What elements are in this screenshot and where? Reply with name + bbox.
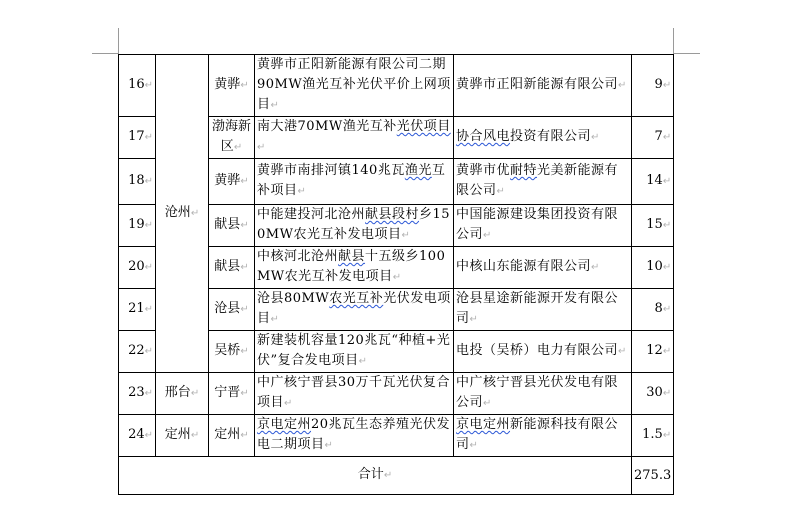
county-cell: 献县↵ [209, 205, 255, 247]
capacity-cell: 12↵ [632, 331, 674, 373]
capacity-cell: 9↵ [632, 55, 674, 117]
margin-mark-right-vertical [673, 28, 674, 54]
table-row [119, 55, 674, 117]
total-row [119, 457, 674, 495]
capacity-cell: 15↵ [632, 205, 674, 247]
capacity-cell: 14↵ [632, 159, 674, 205]
county-cell: 黄骅↵ [209, 159, 255, 205]
table-row [119, 415, 674, 457]
company-cell: 黄骅市优耐特光美新能源有限公司↵ [454, 159, 632, 205]
row-number-cell: 18↵ [119, 159, 156, 205]
row-number-cell: 21↵ [119, 289, 156, 331]
county-cell: 黄骅↵ [209, 55, 255, 117]
company-cell: 中广核宁晋县光伏发电有限公司↵ [454, 373, 632, 415]
capacity-cell: 7↵ [632, 117, 674, 159]
project-name-cell: 京电定州20兆瓦生态养殖光伏发电二期项目↵ [255, 415, 454, 457]
total-label-cell: 合计↵ [119, 457, 632, 495]
project-table [118, 54, 674, 495]
company-cell: 中核山东能源有限公司↵ [454, 247, 632, 289]
county-cell: 定州↵ [209, 415, 255, 457]
project-name-cell: 新建装机容量120兆瓦“种植+光伏”复合发电项目↵ [255, 331, 454, 373]
capacity-cell: 10↵ [632, 247, 674, 289]
county-cell: 沧县↵ [209, 289, 255, 331]
project-name-cell: 南大港70MW渔光互补光伏项目↵ [255, 117, 454, 159]
total-value-cell: 275.3 [632, 457, 674, 495]
margin-mark-right-horizontal [674, 53, 700, 54]
company-cell: 京电定州新能源科技有限公司↵ [454, 415, 632, 457]
company-cell: 中国能源建设集团投资有限公司↵ [454, 205, 632, 247]
company-cell: 黄骅市正阳新能源有限公司↵ [454, 55, 632, 117]
row-number-cell: 23↵ [119, 373, 156, 415]
company-cell: 沧县星途新能源开发有限公司↵ [454, 289, 632, 331]
capacity-cell: 1.5↵ [632, 415, 674, 457]
company-cell: 协合风电投资有限公司↵ [454, 117, 632, 159]
row-number-cell: 20↵ [119, 247, 156, 289]
row-number-cell: 17↵ [119, 117, 156, 159]
project-name-cell: 沧县80MW农光互补光伏发电项目↵ [255, 289, 454, 331]
county-cell: 宁晋↵ [209, 373, 255, 415]
row-number-cell: 24↵ [119, 415, 156, 457]
county-cell: 渤海新区↵ [209, 117, 255, 159]
margin-mark-left-vertical [118, 28, 119, 54]
project-name-cell: 中广核宁晋县30万千瓦光伏复合项目↵ [255, 373, 454, 415]
project-name-cell: 黄骅市正阳新能源有限公司二期90MW渔光互补光伏平价上网项目↵ [255, 55, 454, 117]
row-number-cell: 22↵ [119, 331, 156, 373]
company-cell: 电投（吴桥）电力有限公司↵ [454, 331, 632, 373]
margin-mark-left-horizontal [92, 53, 118, 54]
table-row [119, 373, 674, 415]
county-cell: 吴桥↵ [209, 331, 255, 373]
project-name-cell: 中能建投河北沧州献县段村乡150MW农光互补发电项目↵ [255, 205, 454, 247]
city-cell-dingzhou: 定州↵ [156, 415, 209, 457]
row-number-cell: 16↵ [119, 55, 156, 117]
capacity-cell: 8↵ [632, 289, 674, 331]
city-cell-xingtai: 邢台↵ [156, 373, 209, 415]
county-cell: 献县↵ [209, 247, 255, 289]
capacity-cell: 30↵ [632, 373, 674, 415]
project-name-cell: 黄骅市南排河镇140兆瓦渔光互补项目↵ [255, 159, 454, 205]
row-number-cell: 19↵ [119, 205, 156, 247]
project-name-cell: 中核河北沧州献县十五级乡100MW农光互补发电项目↵ [255, 247, 454, 289]
city-cell-cangzhou: 沧州↵ [156, 55, 209, 373]
